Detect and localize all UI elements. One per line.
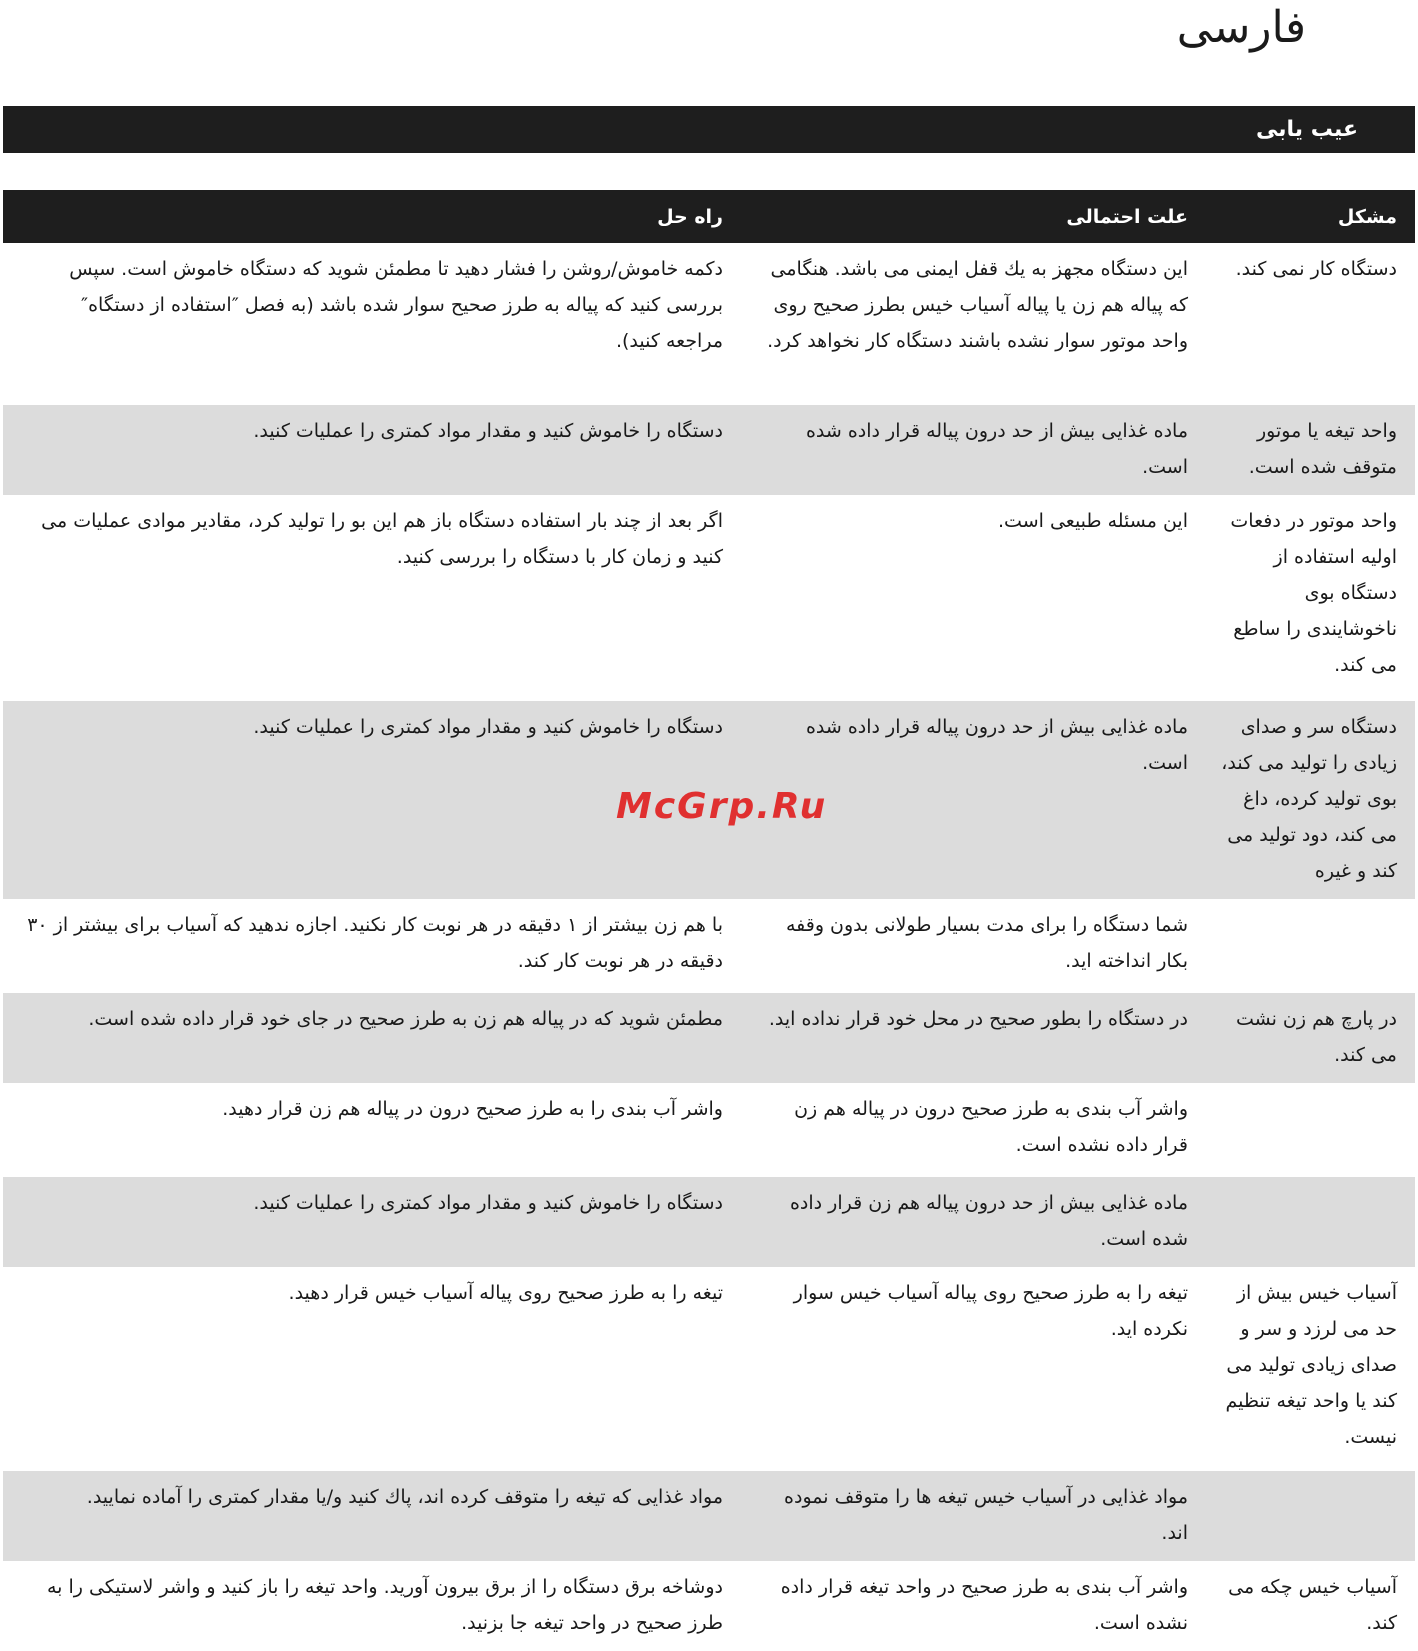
- cell-cause: ماده غذایی بیش از حد درون پیاله قرار داده شده است.: [751, 405, 1206, 495]
- table-row: [3, 1267, 1415, 1471]
- cell-problem: [1206, 1177, 1415, 1267]
- section-title: عیب یابی: [1256, 117, 1358, 142]
- table-row: [3, 1471, 1415, 1561]
- cell-solution: تیغه را به طرز صحیح روی پیاله آسیاب خیس قرار دهید.: [288, 1282, 723, 1304]
- troubleshooting-table: [3, 190, 1415, 1651]
- cell-solution: مطمئن شوید که در پیاله هم زن به طرز صحیح در جای خود قرار داده شده است.: [3, 993, 751, 1083]
- header-solution: راه حل: [3, 190, 751, 243]
- cell-problem: [1206, 899, 1415, 993]
- table-header-row: [3, 190, 1415, 243]
- cell-cause: مواد غذایی در آسیاب خیس تیغه ها را متوقف نموده اند.: [751, 1471, 1206, 1561]
- table-row: [3, 405, 1415, 495]
- cell-solution: دوشاخه برق دستگاه را از برق بیرون آورید. واحد تیغه را باز کنید و واشر لاستیکی را به طرز صحیح در واحد تیغه جا بزنید.: [46, 1576, 723, 1634]
- cell-cause: در دستگاه را بطور صحیح در محل خود قرار نداده اید.: [751, 993, 1206, 1083]
- cell-problem: [1206, 1471, 1415, 1561]
- cell-cause: ماده غذایی بیش از حد درون پیاله قرار داده شده است.: [751, 701, 1206, 899]
- table-row: [3, 899, 1415, 993]
- cell-cause: واشر آب بندی به طرز صحیح درون در پیاله هم زن قرار داده نشده است.: [794, 1098, 1188, 1156]
- section-header: [3, 106, 1415, 153]
- table-row: [3, 993, 1415, 1083]
- header-problem: مشکل: [1206, 190, 1415, 243]
- cell-problem: [1206, 1083, 1415, 1177]
- cell-solution: دکمه خاموش/روشن را فشار دهید تا مطمئن شوید که دستگاه خاموش است. سپس بررسی کنید که پیاله به طرز صحیح سوار شده باشد (به فصل ″استفاده از دستگاه″ مراجعه کنید).: [69, 258, 723, 352]
- cell-cause: این دستگاه مجهز به یك قفل ایمنی می باشد. هنگامی که پیاله هم زن یا پیاله آسیاب خیس بطرز صحیح روی واحد موتور سوار نشده باشند دستگاه کار نخواهد کرد.: [767, 258, 1188, 352]
- table-row: [3, 1561, 1415, 1651]
- cell-cause: واشر آب بندی به طرز صحیح در واحد تیغه قرار داده نشده است.: [780, 1576, 1188, 1634]
- cell-problem: آسیاب خیس بیش از حد می لرزد و سر و صدای زیادی تولید می کند یا واحد تیغه تنظیم نیست.: [1225, 1282, 1397, 1448]
- watermark-text: McGrp.Ru: [616, 786, 828, 827]
- cell-solution: با هم زن بیشتر از ۱ دقیقه در هر نوبت کار نکنید. اجازه ندهید که آسیاب برای بیشتر از ۳۰ دقیقه در هر نوبت کار کند.: [27, 914, 723, 972]
- cell-solution: دستگاه را خاموش کنید و مقدار مواد کمتری را عملیات کنید.: [3, 701, 751, 899]
- cell-problem: واحد تیغه یا موتور متوقف شده است.: [1206, 405, 1415, 495]
- table-row: [3, 1177, 1415, 1267]
- cell-solution: مواد غذایی که تیغه را متوقف کرده اند، پاك کنید و/یا مقدار کمتری را آماده نمایید.: [3, 1471, 751, 1561]
- cell-solution: واشر آب بندی را به طرز صحیح درون در پیاله هم زن قرار دهید.: [222, 1098, 723, 1120]
- table-row: [3, 495, 1415, 701]
- cell-problem: واحد موتور در دفعات اولیه استفاده از دستگاه بوی ناخوشایندی را ساطع می کند.: [1230, 510, 1397, 676]
- table-row: [3, 1083, 1415, 1177]
- cell-problem: دستگاه سر و صدای زیادی را تولید می کند، بوی تولید کرده، داغ می کند، دود تولید می کند و غیره: [1206, 701, 1415, 899]
- cell-problem: دستگاه کار نمی کند.: [1235, 258, 1397, 280]
- cell-solution: اگر بعد از چند بار استفاده دستگاه باز هم این بو را تولید کرد، مقادیر موادی عملیات می کنید و زمان کار با دستگاه را بررسی کنید.: [41, 510, 723, 568]
- table-row: [3, 243, 1415, 405]
- cell-cause: این مسئله طبیعی است.: [998, 510, 1188, 532]
- cell-cause: شما دستگاه را برای مدت بسیار طولانی بدون وقفه بکار انداخته اید.: [785, 914, 1188, 972]
- cell-solution: دستگاه را خاموش کنید و مقدار مواد کمتری را عملیات کنید.: [3, 405, 751, 495]
- cell-cause: ماده غذایی بیش از حد درون پیاله هم زن قرار داده شده است.: [751, 1177, 1206, 1267]
- cell-problem: در پارچ هم زن نشت می کند.: [1206, 993, 1415, 1083]
- cell-cause: تیغه را به طرز صحیح روی پیاله آسیاب خیس سوار نکرده اید.: [793, 1282, 1188, 1340]
- header-cause: علت احتمالی: [751, 190, 1206, 243]
- language-label: فارسی: [1176, 2, 1306, 53]
- cell-solution: دستگاه را خاموش کنید و مقدار مواد کمتری را عملیات کنید.: [3, 1177, 751, 1267]
- cell-problem: آسیاب خیس چکه می کند.: [1228, 1576, 1397, 1634]
